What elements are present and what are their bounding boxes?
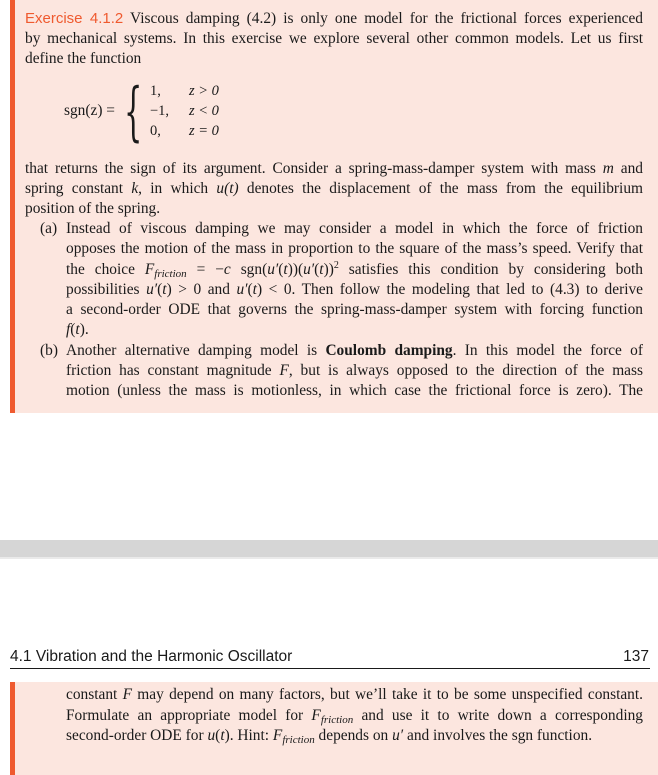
sgn-case-value: −1, [150,103,170,119]
running-header-title: 4.1 Vibration and the Harmonic Oscillator [10,648,293,665]
exercise-intro-line-2: by mechanical systems. In this exercise we explore several other common models. Let us first [25,30,643,47]
body-line-3: position of the spring. [25,200,161,217]
part-a-line-1: Instead of viscous damping we may consider a model in which the force of friction [66,220,643,237]
body-line-1: that returns the sign of its argument. Consider a spring-mass-damper system with mass m and [25,160,643,177]
part-a-line-6: f(t). [66,321,89,338]
sgn-case-condition: z > 0 [189,83,219,99]
page-separator [0,540,658,557]
exercise-intro-line-1: Exercise 4.1.2 Viscous damping (4.2) is only one model for the frictional forces experienced [25,10,644,27]
left-brace: { [124,75,143,149]
sgn-case-value: 0, [150,123,161,139]
body-line-2: spring constant k, in which u(t) denotes the displacement of the mass from the equilibrium [25,180,643,197]
part-b-line-1: Another alternative damping model is Coulomb damping. In this model the force of [66,342,643,359]
header-rule [10,668,650,669]
sgn-lhs: sgn(z) = [64,102,115,119]
continuation-line-3: second-order ODE for u(t). Hint: $F_{friction}$ depends on u′ and involves the sgn function. [66,727,593,746]
part-a-line-2: opposes the motion of the mass in proportion to the square of the mass’s speed. Verify that [66,240,643,257]
part-a-marker: (a) [40,220,58,237]
sgn-case-condition: z < 0 [189,103,219,119]
part-a-line-3: the choice $F_{friction} = -c$ $sgn(u'(t))(u'(t))^2$ satisfies this condition by considering both [66,260,643,280]
part-b-marker: (b) [40,342,58,359]
exercise-intro-line-3: define the function [25,50,142,67]
part-a-line-4: possibilities u′(t) > 0 and u′(t) < 0. Then follow the modeling that led to (4.3) to derive [66,281,643,298]
part-b-line-3: motion (unless the mass is motionless, in which case the frictional force is zero). The [66,382,643,399]
continuation-line-2: Formulate an appropriate model for $F_{friction}$ and use it to write down a corresponding [66,707,643,726]
sgn-case-value: 1, [150,83,161,99]
part-a-line-5: a second-order ODE that governs the spring-mass-damper system with forcing function [66,301,643,318]
page-number: 137 [623,648,649,665]
exercise-label: Exercise 4.1.2 [25,10,124,27]
sgn-case-condition: z = 0 [189,123,219,139]
part-b-line-2: friction has constant magnitude F, but is always opposed to the direction of the mass [66,362,643,379]
continuation-line-1: constant F may depend on many factors, but we’ll take it to be some unspecified constant. [66,686,643,703]
page-separator-shadow [0,557,658,559]
